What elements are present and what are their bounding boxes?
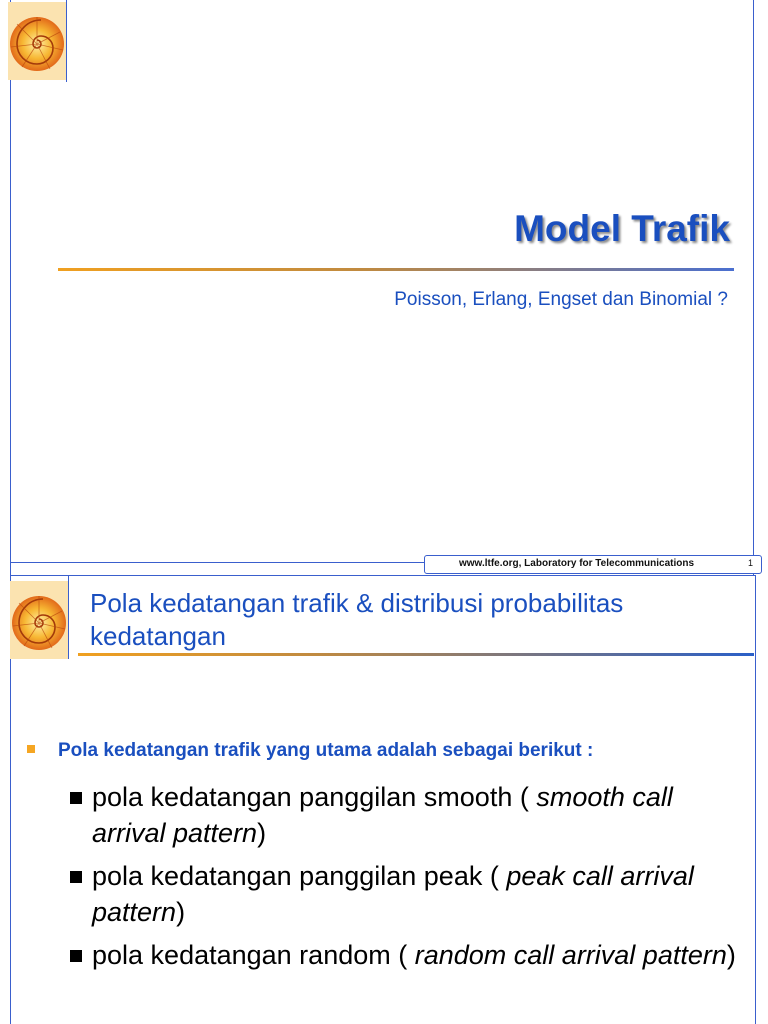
frame-line-right [755,575,756,1024]
nautilus-shell-icon [10,581,68,659]
list-item-text: pola kedatangan random ( [92,940,415,970]
list-item-suffix: ) [176,897,186,927]
nautilus-shell-icon [8,2,66,80]
frame-line-left [10,0,11,575]
list-item-text: pola kedatangan panggilan peak ( [92,861,507,891]
frame-line-left-top [68,575,69,659]
bullet-square-icon [70,871,82,883]
list-item-italic: random call arrival pattern [414,940,727,970]
slide-title: Pola kedatangan trafik & distribusi probabilitas kedatangan [90,588,624,651]
page-number: 1 [747,558,753,568]
frame-line-bottom [10,562,424,563]
slide-title: Model Trafik [514,208,730,249]
list-item-suffix: ) [257,818,267,848]
title-divider [58,268,734,271]
list-item-text: pola kedatangan panggilan smooth ( [92,782,537,812]
list-item-suffix: ) [726,940,736,970]
main-bullet-text: Pola kedatangan trafik yang utama adalah sebagai berikut : [58,740,594,761]
frame-line-top [10,575,756,576]
list-item-italic: peak call arrival pattern [92,861,694,927]
frame-line-left-top [66,0,67,82]
frame-line-right [753,0,754,575]
footer-bar [424,555,762,574]
title-divider [78,653,754,656]
footer-text: www.ltfe.org, Laboratory for Telecommunications [459,558,695,569]
slide-2 [0,575,768,1024]
slide-subtitle: Poisson, Erlang, Engset dan Binomial ? [394,289,728,310]
bullet-square-icon [70,950,82,962]
bullet-square-icon [27,745,35,753]
list-item-italic: smooth call arrival pattern [92,782,673,848]
bullet-square-icon [70,792,82,804]
